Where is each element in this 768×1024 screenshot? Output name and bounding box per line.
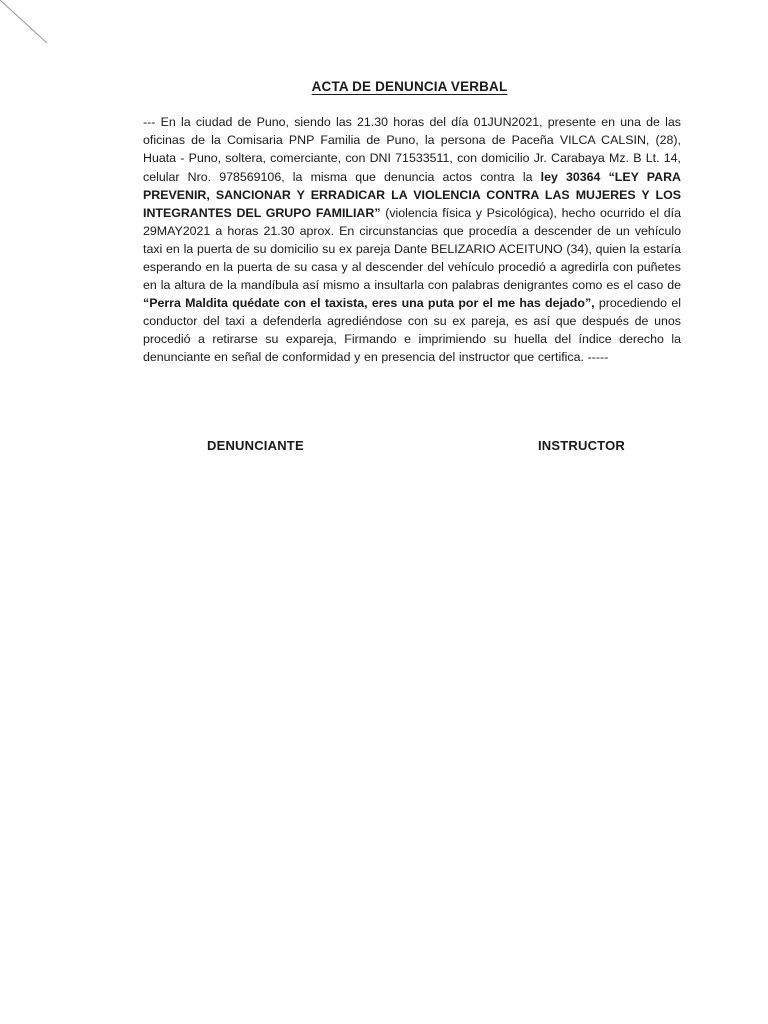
paragraph-segment: (violencia física y Psicológica), hecho ocurrido el día 29MAY2021 a horas 21.30 aprox. En circunstancias que procedía a descender de un vehículo taxi en la puerta de su domicilio su ex pareja Dante BELIZARIO ACEITUNO (34), quien la estaría esperando en la puerta de su casa y al descender del vehículo procedió a agredirla con puñetes en la altura de la mandíbula así mismo a insultarla con palabras denigrantes como es el caso de [143, 205, 681, 293]
signature-slot-denunciante [143, 437, 483, 455]
paragraph-segment: procediendo el conductor del taxi a defenderla agrediéndose con su ex pareja, es así que después de unos procedió a retirarse su expareja, Firmando e imprimiendo su huella del índice derecho la denunciante en señal de conformidad y en presencia del instructor que certifica. ----- [143, 296, 681, 365]
denuncia-narrative-paragraph [143, 113, 681, 366]
paragraph-segment-bold: ley 30364 “LEY PARA PREVENIR, SANCIONAR Y ERRADICAR LA VIOLENCIA CONTRA LAS MUJERES Y LOS INTEGRANTES DEL GRUPO FAMILIAR” [143, 169, 681, 220]
signature-slot-instructor [483, 437, 681, 455]
paragraph-segment-bold: “Perra Maldita quédate con el taxista, eres una puta por el me has dejado”, [143, 296, 595, 311]
scan-artifact-diagonal-line [0, 0, 64, 60]
document-title [143, 78, 681, 96]
instructor-label: INSTRUCTOR [538, 438, 625, 453]
denunciante-label: DENUNCIANTE [207, 438, 304, 453]
document-text-block [143, 78, 681, 367]
paragraph-segment: --- En la ciudad de Puno, siendo las 21.30 horas del día 01JUN2021, presente en una de las oficinas de la Comisaria PNP Familia de Puno, la persona de Paceña VILCA CALSIN, (28), Huata - Puno, soltera, comerciante, con DNI 71533511, con domicilio Jr. Carabaya Mz. B Lt. 14, celular Nro. 978569106, la misma que denuncia actos contra la [143, 115, 681, 184]
document-title-text: ACTA DE DENUNCIA VERBAL [311, 79, 508, 94]
signature-row [143, 437, 681, 455]
